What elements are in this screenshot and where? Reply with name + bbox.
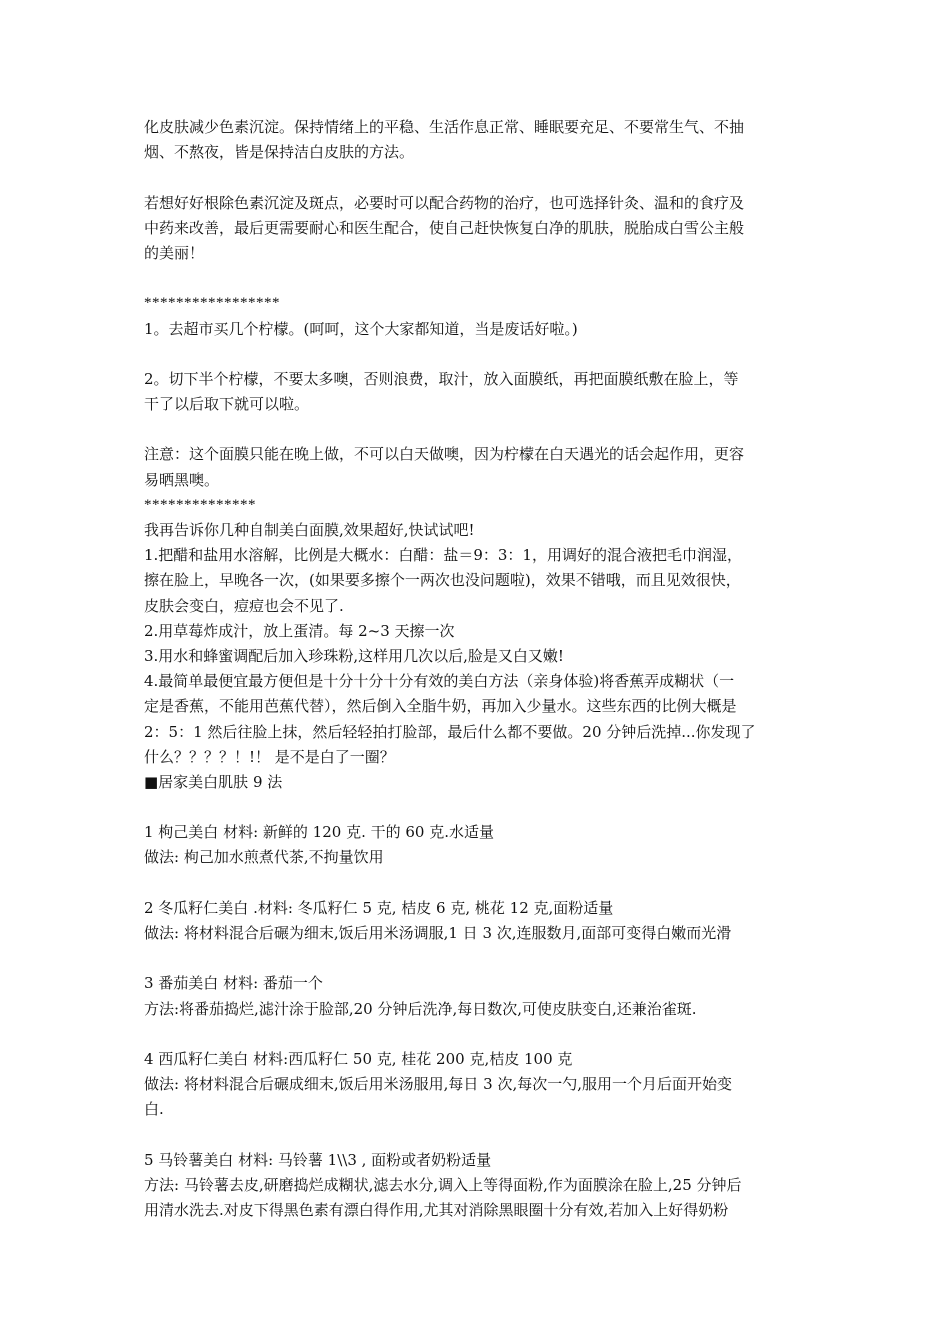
recipe-item: 做法: 将材料混合后碾为细末,饭后用米汤调服,1 日 3 次,连服数月,面部可变得白嫩而光滑 xyxy=(144,924,732,942)
method-item: 4.最简单最便宜最方便但是十分十分十分有效的美白方法（亲身体验)将香蕉弄成糊状（一 xyxy=(144,672,735,691)
recipe-item: 3 番茄美白 材料: 番茄一个 xyxy=(144,974,323,993)
recipe-item: 做法: 枸己加水煎煮代茶,不拘量饮用 xyxy=(144,848,384,867)
text-line: 化皮肤减少色素沉淀。保持情绪上的平稳、生活作息正常、睡眠要充足、不要常生气、不抽 xyxy=(144,118,745,136)
method-item: 定是香蕉，不能用芭蕉代替），然后倒入全脂牛奶，再加入少量水。这些东西的比例大概是 xyxy=(144,697,737,716)
recipe-item: 用清水洗去.对皮下得黑色素有漂白得作用,尤其对消除黑眼圈十分有效,若加入上好得奶粉 xyxy=(144,1201,729,1220)
note-text: 注意：这个面膜只能在晚上做，不可以白天做噢，因为柠檬在白天遇光的话会起作用，更容 xyxy=(144,445,745,464)
method-item: 2：5：1 然后往脸上抹，然后轻轻拍打脸部，最后什么都不要做。20 分钟后洗掉...你发现了 xyxy=(144,722,756,741)
step-item: 2。切下半个柠檬，不要太多噢，否则浪费，取汁，放入面膜纸，再把面膜纸敷在脸上，等 xyxy=(144,369,739,388)
text-line: 的美丽！ xyxy=(144,243,205,262)
recipe-item: 做法: 将材料混合后碾成细末,饭后用米汤服用,每日 3 次,每次一勺,服用一个月后面开始变 xyxy=(144,1075,732,1094)
separator-stars: ************** xyxy=(144,496,256,513)
method-item: 擦在脸上，早晚各一次，(如果要多擦个一两次也没问题啦)，效果不错哦，而且见效很快， xyxy=(144,571,741,590)
text-line: 中药来改善，最后更需要耐心和医生配合，使自己赶快恢复白净的肌肤，脱胎成白雪公主般 xyxy=(144,218,745,237)
recipe-item: 5 马铃薯美白 材料: 马铃薯 1\\3 , 面粉或者奶粉适量 xyxy=(144,1150,492,1169)
text-line: 烟、不熬夜，皆是保持洁白皮肤的方法。 xyxy=(144,143,415,162)
document-body xyxy=(144,115,814,1223)
method-item: 皮肤会变白，痘痘也会不见了. xyxy=(144,596,344,615)
method-item: 1.把醋和盐用水溶解，比例是大概水：白醋：盐＝9：3：1，用调好的混合液把毛巾润湿， xyxy=(144,546,742,565)
separator-stars: ***************** xyxy=(144,295,280,312)
recipe-item: 方法:将番茄捣烂,滤汁涂于脸部,20 分钟后洗净,每日数次,可使皮肤变白,还兼治雀斑. xyxy=(144,999,697,1018)
recipe-item: 2 冬瓜籽仁美白 .材料: 冬瓜籽仁 5 克, 桔皮 6 克, 桃花 12 克,面粉适量 xyxy=(144,898,614,917)
note-text: 易晒黑噢。 xyxy=(144,470,220,489)
method-item: 什么？？？？！!！ 是不是白了一圈？ xyxy=(144,747,395,766)
text-line: 若想好好根除色素沉淀及斑点，必要时可以配合药物的治疗，也可选择针灸、温和的食疗及 xyxy=(144,193,745,212)
intro-text: 我再告诉你几种自制美白面膜,效果超好,快试试吧! xyxy=(144,521,475,539)
method-item: 3.用水和蜂蜜调配后加入珍珠粉,这样用几次以后,脸是又白又嫩! xyxy=(144,646,564,665)
section-heading: ■居家美白肌肤 9 法 xyxy=(144,772,283,791)
recipe-item: 方法: 马铃薯去皮,研磨捣烂成糊状,滤去水分,调入上等得面粉,作为面膜涂在脸上,25 分钟后 xyxy=(144,1175,742,1194)
method-item: 2.用草莓炸成汁，放上蛋清。每 2~3 天擦一次 xyxy=(144,621,455,640)
recipe-item: 4 西瓜籽仁美白 材料:西瓜籽仁 50 克, 桂花 200 克,桔皮 100 克 xyxy=(144,1049,573,1068)
step-item: 1。去超市买几个柠檬。(呵呵，这个大家都知道，当是废话好啦。) xyxy=(144,319,578,338)
recipe-item: 1 枸己美白 材料: 新鲜的 120 克. 干的 60 克.水适量 xyxy=(144,823,494,842)
recipe-item: 白. xyxy=(144,1100,164,1119)
step-item: 干了以后取下就可以啦。 xyxy=(144,395,310,414)
